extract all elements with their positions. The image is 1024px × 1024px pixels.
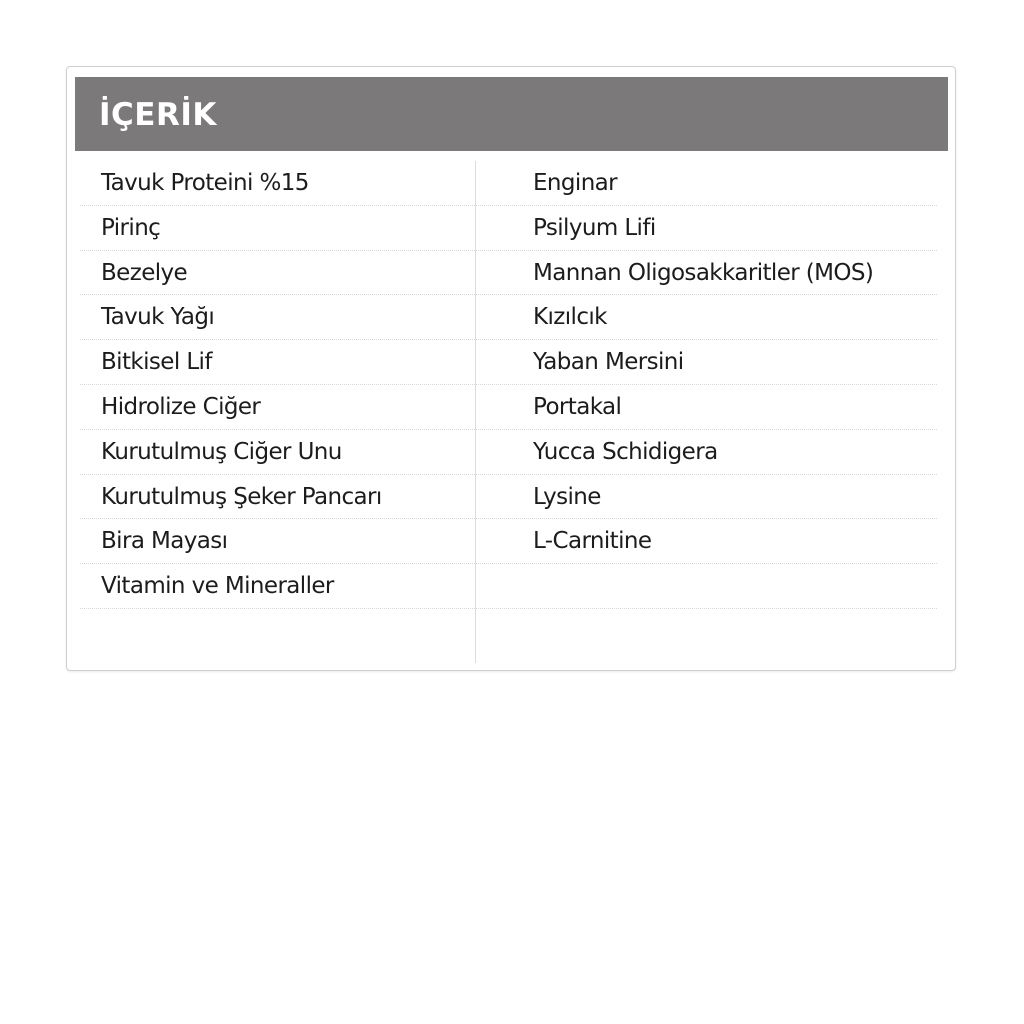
list-item	[80, 430, 475, 475]
ingredient-label: Tavuk Yağı	[101, 304, 215, 331]
ingredient-label: Tavuk Proteini %15	[101, 170, 309, 196]
ingredient-label: L-Carnitine	[533, 528, 652, 555]
ingredient-label: Hidrolize Ciğer	[101, 393, 261, 420]
ingredient-label: Pirinç	[101, 214, 161, 241]
list-item	[80, 564, 475, 609]
ingredient-label: Kurutulmuş Şeker Pancarı	[101, 483, 382, 510]
list-item	[80, 385, 475, 430]
ingredient-label: Yucca Schidigera	[533, 438, 718, 465]
list-item	[80, 161, 475, 206]
ingredient-label: Kızılcık	[533, 304, 607, 331]
list-item	[476, 295, 937, 340]
ingredient-label: Kurutulmuş Ciğer Unu	[101, 438, 342, 465]
ingredient-label: Mannan Oligosakkaritler (MOS)	[533, 259, 874, 286]
list-item	[476, 385, 937, 430]
ingredients-list-right	[475, 161, 937, 663]
section-title: İÇERİK	[99, 97, 217, 133]
list-item	[476, 519, 937, 564]
list-item	[476, 206, 937, 251]
list-item	[80, 206, 475, 251]
list-item	[80, 475, 475, 520]
list-item	[476, 161, 937, 206]
list-item	[80, 519, 475, 564]
ingredient-label: Bezelye	[101, 259, 188, 286]
ingredients-header	[75, 77, 948, 151]
list-item	[476, 475, 937, 520]
list-item	[476, 430, 937, 475]
ingredient-label: Portakal	[533, 393, 622, 420]
list-item	[476, 564, 937, 609]
ingredient-label: Lysine	[533, 483, 601, 510]
ingredient-label: Psilyum Lifi	[533, 214, 656, 241]
ingredients-list-left	[80, 161, 475, 609]
list-item	[476, 251, 937, 296]
list-item	[80, 251, 475, 296]
ingredient-label: Enginar	[533, 170, 618, 196]
ingredient-label: Bitkisel Lif	[101, 349, 212, 376]
ingredient-label: Bira Mayası	[101, 528, 228, 555]
ingredient-label: Yaban Mersini	[533, 349, 684, 376]
ingredient-label: Vitamin ve Mineraller	[101, 573, 334, 600]
ingredients-card	[66, 66, 956, 671]
list-item	[80, 340, 475, 385]
list-item	[80, 295, 475, 340]
list-item	[476, 340, 937, 385]
